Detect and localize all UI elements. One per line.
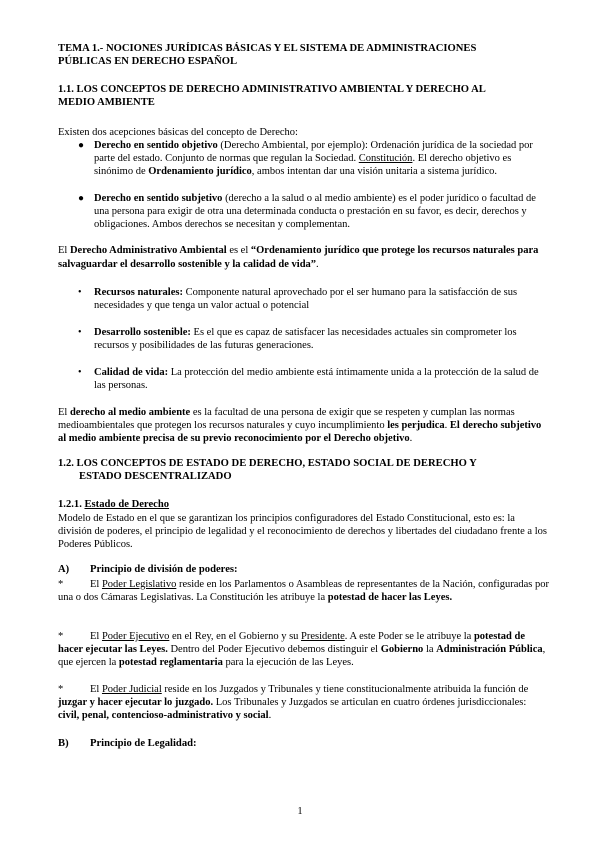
bullet-dot-icon: • [78,327,82,338]
bullet-dot-icon: ● [78,140,85,151]
bullet-derecho-subjetivo [94,192,549,231]
bullet-1-text-2: . El derecho objetivo es sinónimo de [94,153,512,177]
item-1-text: Componente natural aprovechado por el ser humano para la satisfacción de sus necesidades y que tenga un valor actual o potencial [94,287,518,311]
principle-a-title: Principio de división de poderes: [90,564,238,575]
jud-text-2: reside en los Juzgados y Tribunales y tiene constitucionalmente atribuida la función de [161,684,529,695]
eje-term-4: potestad reglamentaria [118,657,223,668]
item-calidad-de-vida [94,366,549,392]
daa-quote: “Ordenamiento jurídico que protege los recursos naturales para salvaguardar el desarrollo sostenible y la calidad de vida” [58,245,539,270]
leg-text-1: El [90,579,102,590]
eje-term-2: Gobierno [380,644,424,655]
jud-text-3: Los Tribunales y Juzgados se articulan en cuatro órdenes jurisdiccionales: [213,697,527,708]
item-1-term: Recursos naturales: [94,287,183,298]
item-2-text: Es el que es capaz de satisfacer las necesidades actuales sin comprometer los recursos y posibilidades de las futuras generaciones. [94,327,517,351]
eje-text-5: la [423,644,437,655]
principle-a-letter: A) [58,564,70,575]
poder-legislativo-paragraph [58,578,550,604]
section-1-1-heading-line-1: 1.1. LOS CONCEPTOS DE DERECHO ADMINISTRATIVO AMBIENTAL Y DERECHO AL [58,84,486,95]
poder-ejecutivo-paragraph [58,630,550,669]
poder-ejecutivo-link[interactable]: Poder Ejecutivo [101,631,170,642]
dma-text-2: es la facultad de una persona de exigir que se respeten y cumplan las normas medioambientales que protegen los recursos naturales y cuyo incumplimiento [58,407,515,431]
eje-term: potestad de hacer ejecutar las Leyes. [58,631,526,655]
daa-text-3: . [316,259,319,270]
dma-term-3: El derecho subjetivo al medio ambiente precisa de su previo reconocimiento por el Derecho objetivo [58,420,542,444]
eje-text-2: en el Rey, en el Gobierno y su [169,631,302,642]
principle-b-title: Principio de Legalidad: [90,738,197,749]
item-2-term: Desarrollo sostenible: [94,327,191,338]
subsection-number: 1.2.1. [58,499,85,510]
intro-paragraph: Existen dos acepciones básicas del concepto de Derecho: [58,127,298,138]
jud-text-1: El [90,684,102,695]
poder-legislativo-link[interactable]: Poder Legislativo [101,579,177,590]
bullet-derecho-objetivo [94,139,549,178]
daa-text-2: es el [226,245,251,256]
eje-text-4: Dentro del Poder Ejecutivo debemos distinguir el [167,644,381,655]
section-1-1-heading [58,84,548,109]
bullet-1-text-3: , ambos intentan dar una visión unitaria a sistema jurídico. [251,166,498,177]
page-number: 1 [297,806,303,817]
dma-text-1: El [58,407,70,418]
item-3-term: Calidad de vida: [94,367,169,378]
asterisk-icon: * [58,684,64,695]
daa-text-1: El [58,245,70,256]
section-1-2-heading [58,458,548,483]
estado-de-derecho-paragraph: Modelo de Estado en el que se garantizan los principios configuradores del Estado Constitucional, esto es: la división de poderes, el principio de legalidad y el reconocimiento de derechos y libertades del ciudadano frente a los Poderes Públicos. [58,513,547,550]
eje-text-3: . A este Poder se le atribuye la [344,631,474,642]
eje-text-1: El [90,631,102,642]
section-1-1-heading-line-2: MEDIO AMBIENTE [58,96,155,108]
title-line-2: PÚBLICAS EN DERECHO ESPAÑOL [58,55,238,67]
eje-text-6: , que ejercen la [58,644,546,668]
presidente-link[interactable]: Presidente [301,631,345,642]
bullet-1-text: (Derecho Ambiental, por ejemplo): Ordenación jurídica de la sociedad por parte del estado. Conjunto de normas que regulan la Sociedad. [94,140,533,164]
dma-text-3: . [444,420,450,431]
poder-judicial-link[interactable]: Poder Judicial [101,684,162,695]
dma-paragraph [58,406,550,445]
bullet-dot-icon: ● [78,193,85,204]
leg-text-2: reside en los Parlamentos o Asambleas de representantes de la Nación, configuradas por una o dos Cámaras Legislativas. La Constitución les atribuye la [58,579,549,603]
dma-term-2: les perjudica [387,420,445,431]
bullet-dot-icon: • [78,367,82,378]
document-title [58,43,548,68]
bullet-1-term-2: Ordenamiento jurídico [148,166,252,177]
principle-b-letter: B) [58,738,69,749]
asterisk-icon: * [58,579,64,590]
poder-judicial-paragraph [58,683,550,722]
dma-term: derecho al medio ambiente [69,407,191,418]
jud-text-4: . [268,710,272,721]
eje-term-3: Administración Pública [436,644,543,655]
jud-term-2: civil, penal, contencioso-administrativo y social [58,710,269,721]
daa-term: Derecho Administrativo Ambiental [69,245,227,256]
bullet-2-term: Derecho en sentido subjetivo [94,193,223,204]
subsection-1-2-1-heading [58,499,548,512]
title-line-1: TEMA 1.- NOCIONES JURÍDICAS BÁSICAS Y EL SISTEMA DE ADMINISTRACIONES [58,43,477,54]
bullet-1-term: Derecho en sentido objetivo [94,140,218,151]
leg-term: potestad de hacer las Leyes. [327,592,453,603]
item-3-text: La protección del medio ambiente está íntimamente unida a la protección de la salud de las personas. [94,367,539,391]
eje-text-7: para la ejecución de las Leyes. [222,657,354,668]
item-desarrollo-sostenible [94,326,549,352]
jud-term: juzgar y hacer ejecutar lo juzgado. [58,697,214,708]
daa-definition [58,244,550,272]
section-1-2-heading-line-1: 1.2. LOS CONCEPTOS DE ESTADO DE DERECHO, ESTADO SOCIAL DE DERECHO Y [58,458,477,469]
bullet-dot-icon: • [78,287,82,298]
bullet-2-text: (derecho a la salud o al medio ambiente) es el poder jurídico o facultad de una persona para exigir de otra una determinada conducta o prestación en su favor, es decir, derechos y obligaciones. Ambos derechos se necesitan y complementan. [94,193,536,230]
section-1-2-heading-line-2: ESTADO DESCENTRALIZADO [79,470,232,482]
subsection-title: Estado de Derecho [84,499,170,510]
dma-text-4: . [409,433,413,444]
constitucion-link[interactable]: Constitución [358,153,413,164]
asterisk-icon: * [58,631,64,642]
item-recursos-naturales [94,286,549,312]
